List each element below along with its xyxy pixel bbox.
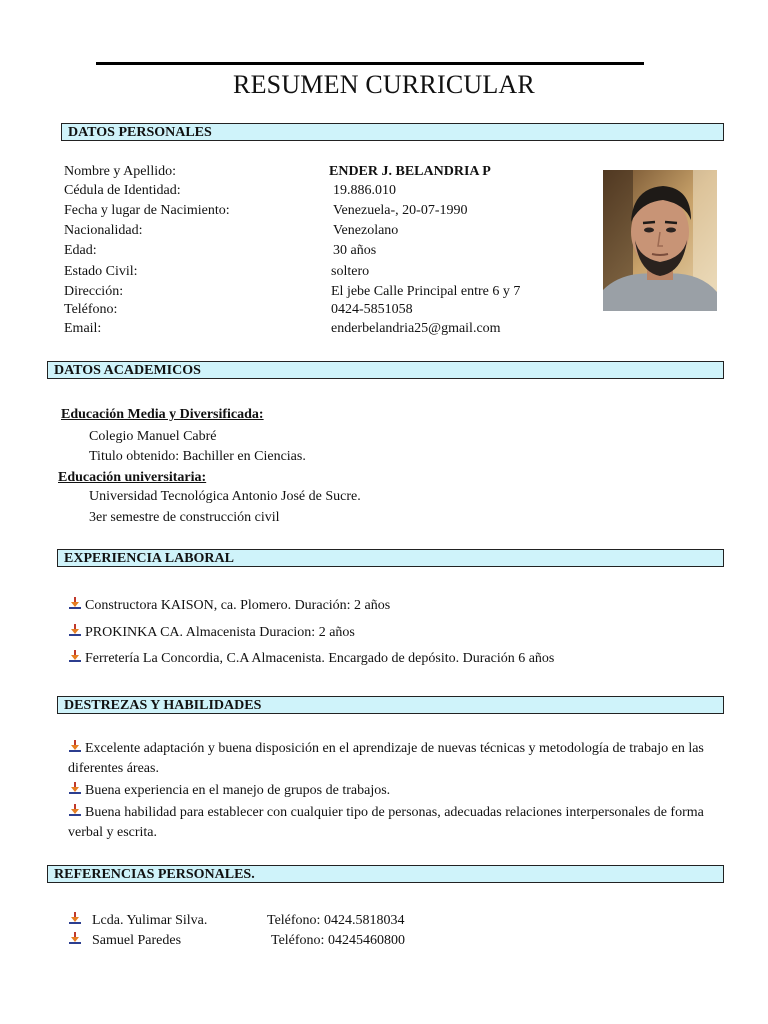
profile-photo — [603, 170, 717, 311]
bullet-icon — [68, 911, 82, 925]
reference-item — [68, 911, 85, 931]
uni-heading: Educación universitaria: — [58, 470, 207, 485]
value-name: ENDER J. BELANDRIA P — [329, 164, 491, 179]
experience-text: PROKINKA CA. Almacenista Duracion: 2 años — [85, 625, 355, 640]
skill-text: Excelente adaptación y buena disposición en el aprendizaje de nuevas técnicas y metodología de trabajo en las diferentes áreas. — [68, 741, 704, 776]
section-references: REFERENCIAS PERSONALES. — [47, 865, 724, 883]
section-personal: DATOS PERSONALES — [61, 123, 724, 141]
bullet-icon — [68, 781, 82, 795]
section-experience: EXPERIENCIA LABORAL — [57, 549, 724, 567]
experience-item — [68, 623, 355, 643]
uni-line-2: 3er semestre de construcción civil — [89, 510, 280, 525]
label-birth: Fecha y lugar de Nacimiento: — [64, 203, 230, 218]
experience-item — [68, 596, 390, 616]
value-email: enderbelandria25@gmail.com — [331, 321, 501, 336]
section-skills: DESTREZAS Y HABILIDADES — [57, 696, 724, 714]
page-title: RESUMEN CURRICULAR — [233, 70, 535, 99]
label-nationality: Nacionalidad: — [64, 223, 143, 238]
bullet-icon — [68, 739, 82, 753]
media-line-1: Colegio Manuel Cabré — [89, 429, 217, 444]
skill-item — [68, 739, 718, 779]
reference-phone: Teléfono: 0424.5818034 — [267, 913, 405, 928]
value-age: 30 años — [333, 243, 377, 258]
skill-item — [68, 803, 718, 843]
reference-phone: Teléfono: 04245460800 — [271, 933, 405, 948]
bullet-icon — [68, 931, 82, 945]
value-address: El jebe Calle Principal entre 6 y 7 — [331, 284, 521, 299]
label-phone: Teléfono: — [64, 302, 118, 317]
label-age: Edad: — [64, 243, 97, 258]
bullet-icon — [68, 649, 82, 663]
reference-name: Lcda. Yulimar Silva. — [92, 913, 208, 928]
value-id: 19.886.010 — [333, 183, 396, 198]
label-address: Dirección: — [64, 284, 124, 299]
bullet-icon — [68, 623, 82, 637]
label-civil: Estado Civil: — [64, 264, 138, 279]
value-civil: soltero — [331, 264, 370, 279]
uni-line-1: Universidad Tecnológica Antonio José de Sucre. — [89, 489, 361, 504]
value-phone: 0424-5851058 — [331, 302, 413, 317]
experience-text: Ferretería La Concordia, C.A Almacenista. Encargado de depósito. Duración 6 años — [85, 651, 555, 666]
section-academic: DATOS ACADEMICOS — [47, 361, 724, 379]
media-heading: Educación Media y Diversificada: — [61, 407, 264, 422]
label-id: Cédula de Identidad: — [64, 183, 181, 198]
reference-name: Samuel Paredes — [92, 933, 182, 948]
value-birth: Venezuela-, 20-07-1990 — [333, 203, 468, 218]
skill-text: Buena habilidad para establecer con cualquier tipo de personas, adecuadas relaciones interpersonales de forma verbal y escrita. — [68, 805, 704, 840]
experience-item — [68, 649, 554, 669]
media-line-2: Titulo obtenido: Bachiller en Ciencias. — [89, 449, 306, 464]
bullet-icon — [68, 803, 82, 817]
skill-item — [68, 781, 718, 801]
label-email: Email: — [64, 321, 102, 336]
experience-text: Constructora KAISON, ca. Plomero. Duración: 2 años — [85, 598, 391, 613]
value-nationality: Venezolano — [333, 223, 399, 238]
label-name: Nombre y Apellido: — [64, 164, 176, 179]
skill-text: Buena experiencia en el manejo de grupos de trabajos. — [85, 783, 391, 798]
top-rule — [96, 62, 644, 65]
reference-item — [68, 931, 85, 951]
bullet-icon — [68, 596, 82, 610]
